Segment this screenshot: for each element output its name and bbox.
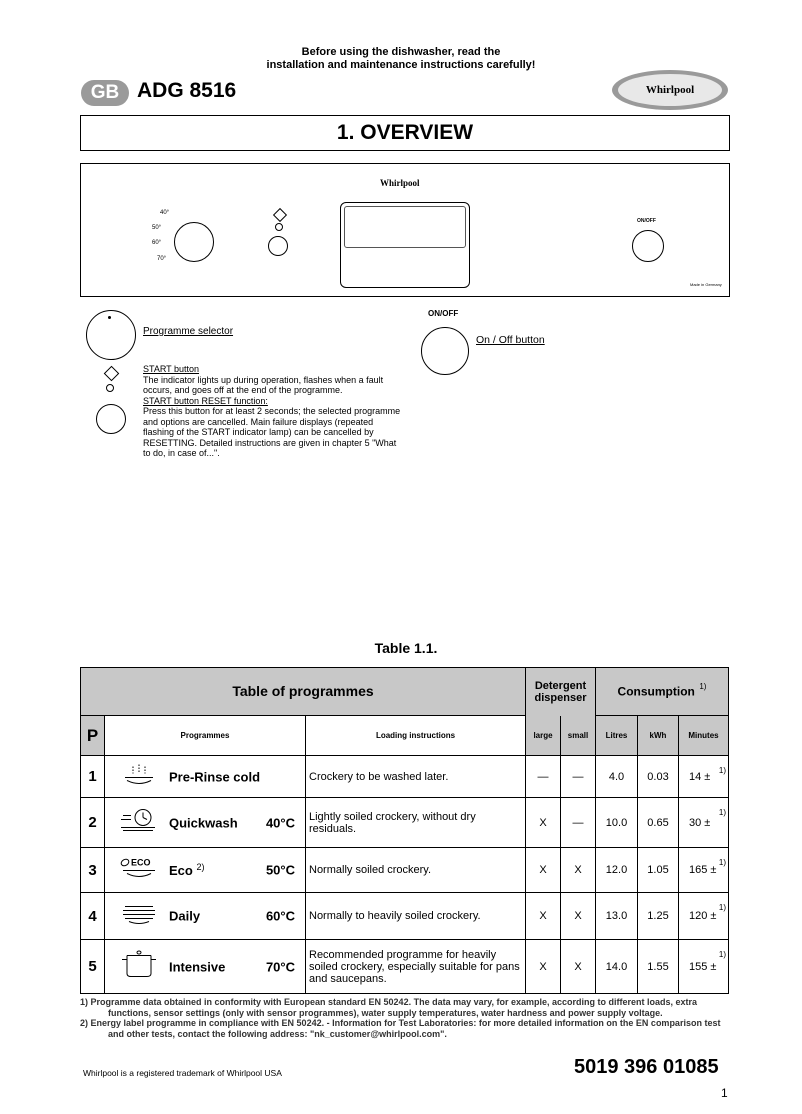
footnote-2: 2) Energy label programme in compliance with EN 50242. - Information for Test Laboratories: for more detailed information on the EN comparison test and other tests, contact the following address: "nk_customer@whirlpool.com". <box>80 1018 721 1039</box>
panel-door-handle-inner <box>344 206 466 248</box>
col-kwh: kWh <box>638 716 679 756</box>
table-title: Table of programmes <box>232 682 374 699</box>
panel-start-button <box>268 236 288 256</box>
reset-title: START button RESET function: <box>143 395 268 406</box>
knob-dot-icon <box>108 316 111 319</box>
detergent-small: X <box>561 940 596 994</box>
panel-temp-70: 70° <box>157 256 167 262</box>
detergent-large: X <box>526 848 561 893</box>
model-name: ADG 8516 <box>137 79 237 102</box>
litres: 10.0 <box>596 798 638 848</box>
col-litres: Litres <box>596 716 638 756</box>
daily-icon <box>119 901 159 932</box>
detergent-large: X <box>526 798 561 848</box>
intro-text <box>0 46 802 72</box>
detergent-header: Detergent dispenser <box>534 679 587 704</box>
row-number: 4 <box>81 893 105 940</box>
consumption-header-cell <box>596 668 729 716</box>
litres: 4.0 <box>596 756 638 798</box>
footnotes <box>80 997 735 1039</box>
consumption-header: Consumption <box>617 684 695 699</box>
minutes: 155 ± <box>689 960 717 973</box>
col-small: small <box>561 716 596 756</box>
table-row <box>81 893 729 940</box>
programme-selector-label: Programme selector <box>143 326 234 337</box>
col-p: P <box>81 716 105 756</box>
programme-name: Pre-Rinse cold <box>169 769 261 784</box>
programme-temp: 60°C <box>265 908 295 924</box>
start-diamond-icon <box>104 366 120 382</box>
loading-instructions: Normally soiled crockery. <box>306 848 526 893</box>
minutes-cell <box>679 798 729 848</box>
programme-name: Daily <box>169 908 201 924</box>
panel-onoff-label: ON/OFF <box>637 218 656 224</box>
detergent-large: X <box>526 940 561 994</box>
kwh: 0.03 <box>638 756 679 798</box>
programme-name: Eco <box>169 863 193 879</box>
col-minutes: Minutes <box>679 716 729 756</box>
onoff-button-icon <box>421 327 469 375</box>
programme-footnote: 2) <box>196 861 205 872</box>
onoff-top-label: ON/OFF <box>428 309 459 318</box>
trademark-notice: Whirlpool is a registered trademark of Whirlpool USA <box>83 1068 282 1078</box>
programme-temp: 40°C <box>265 815 295 830</box>
minutes-cell <box>679 940 729 994</box>
programme-name: Intensive <box>169 959 226 974</box>
footnote-1: 1) Programme data obtained in conformity with European standard EN 50242. The data may vary, for example, according to different loads, extra functions, sensor settings (only with sensor programmes), water supply temperatures, water hardness and power supply voltage. <box>80 997 697 1018</box>
minutes: 14 ± <box>689 770 711 783</box>
kwh: 1.25 <box>638 893 679 940</box>
panel-logo: Whirlpool <box>380 178 420 188</box>
programme-cell <box>105 848 306 893</box>
col-loading: Loading instructions <box>306 716 526 756</box>
programme-cell <box>105 798 306 848</box>
col-large: large <box>526 716 561 756</box>
loading-instructions: Recommended programme for heavily soiled crockery, especially suitable for pans and saucepans. <box>306 940 526 994</box>
panel-temp-40: 40° <box>160 210 170 216</box>
table-row <box>81 940 729 994</box>
detergent-large: — <box>526 756 561 798</box>
row-number: 1 <box>81 756 105 798</box>
programme-temp: 50°C <box>265 862 295 878</box>
minutes-footnote: 1) <box>718 808 726 817</box>
intro-line-2: installation and maintenance instructions carefully! <box>266 59 536 71</box>
detergent-small: X <box>561 848 596 893</box>
panel-onoff-button <box>632 230 664 262</box>
start-button-description <box>143 364 403 459</box>
panel-programme-knob <box>174 222 214 262</box>
col-programmes: Programmes <box>105 716 306 756</box>
kwh: 1.05 <box>638 848 679 893</box>
panel-start-led <box>275 223 283 231</box>
intro-line-1: Before using the dishwasher, read the <box>301 46 501 58</box>
detergent-small: — <box>561 756 596 798</box>
loading-instructions: Crockery to be washed later. <box>306 756 526 798</box>
minutes-footnote: 1) <box>718 950 726 959</box>
consumption-footnote: 1) <box>699 682 707 692</box>
minutes: 165 ± <box>689 864 717 876</box>
programme-cell <box>105 756 306 798</box>
loading-instructions: Normally to heavily soiled crockery. <box>306 893 526 940</box>
section-title: 1. OVERVIEW <box>336 121 474 144</box>
litres: 12.0 <box>596 848 638 893</box>
panel-made-in: Made in Germany <box>690 282 722 287</box>
minutes-cell <box>679 893 729 940</box>
programme-cell <box>105 893 306 940</box>
onoff-button-label: On / Off button <box>476 334 545 346</box>
loading-instructions: Lightly soiled crockery, without dry residuals. <box>306 798 526 848</box>
panel-temp-60: 60° <box>152 240 162 246</box>
minutes-footnote: 1) <box>718 903 726 912</box>
minutes: 120 ± <box>689 910 717 922</box>
programme-name: Quickwash <box>169 815 238 830</box>
table-caption: Table 1.1. <box>374 640 438 656</box>
country-badge: GB <box>81 80 129 106</box>
whirlpool-logo-text: Whirlpool <box>618 74 722 106</box>
start-desc: The indicator lights up during operation, flashes when a fault occurs, and goes off at the end of the programme. <box>143 374 384 395</box>
litres: 14.0 <box>596 940 638 994</box>
table-row <box>81 798 729 848</box>
litres: 13.0 <box>596 893 638 940</box>
minutes: 30 ± <box>689 816 711 829</box>
quickwash-icon <box>119 805 159 840</box>
start-title: START button <box>143 364 200 374</box>
row-number: 2 <box>81 798 105 848</box>
row-number: 3 <box>81 848 105 893</box>
programme-selector-knob-icon <box>86 310 136 360</box>
table-row <box>81 848 729 893</box>
reset-desc: Press this button for at least 2 seconds; the selected programme and options are cancelled. Main failure displays (repeated flashing of the START indicator lamp) can be cancelled by RESETTING. Detailed instructions are given in chapter 5 "What to do, in case of...". <box>143 406 401 458</box>
kwh: 0.65 <box>638 798 679 848</box>
svg-text:ECO: ECO <box>131 857 151 868</box>
start-led-icon <box>106 384 114 392</box>
detergent-small: — <box>561 798 596 848</box>
pre-rinse-icon <box>119 762 159 791</box>
kwh: 1.55 <box>638 940 679 994</box>
minutes-cell <box>679 848 729 893</box>
table-row <box>81 756 729 798</box>
page-number: 1 <box>721 1086 728 1100</box>
detergent-small: X <box>561 893 596 940</box>
programme-name-group <box>169 862 204 878</box>
intensive-icon <box>119 949 159 984</box>
programme-cell <box>105 940 306 994</box>
programmes-table <box>80 667 729 994</box>
minutes-footnote: 1) <box>718 858 726 867</box>
start-button-icon <box>96 404 126 434</box>
detergent-large: X <box>526 893 561 940</box>
detergent-header-cell <box>526 668 596 716</box>
document-code: 5019 396 01085 <box>574 1056 719 1078</box>
programme-temp: 70°C <box>265 959 295 974</box>
minutes-footnote: 1) <box>718 766 726 775</box>
row-number: 5 <box>81 940 105 994</box>
minutes-cell <box>679 756 729 798</box>
eco-icon <box>119 855 159 886</box>
table-title-cell <box>81 668 526 716</box>
panel-temp-50: 50° <box>152 225 162 231</box>
